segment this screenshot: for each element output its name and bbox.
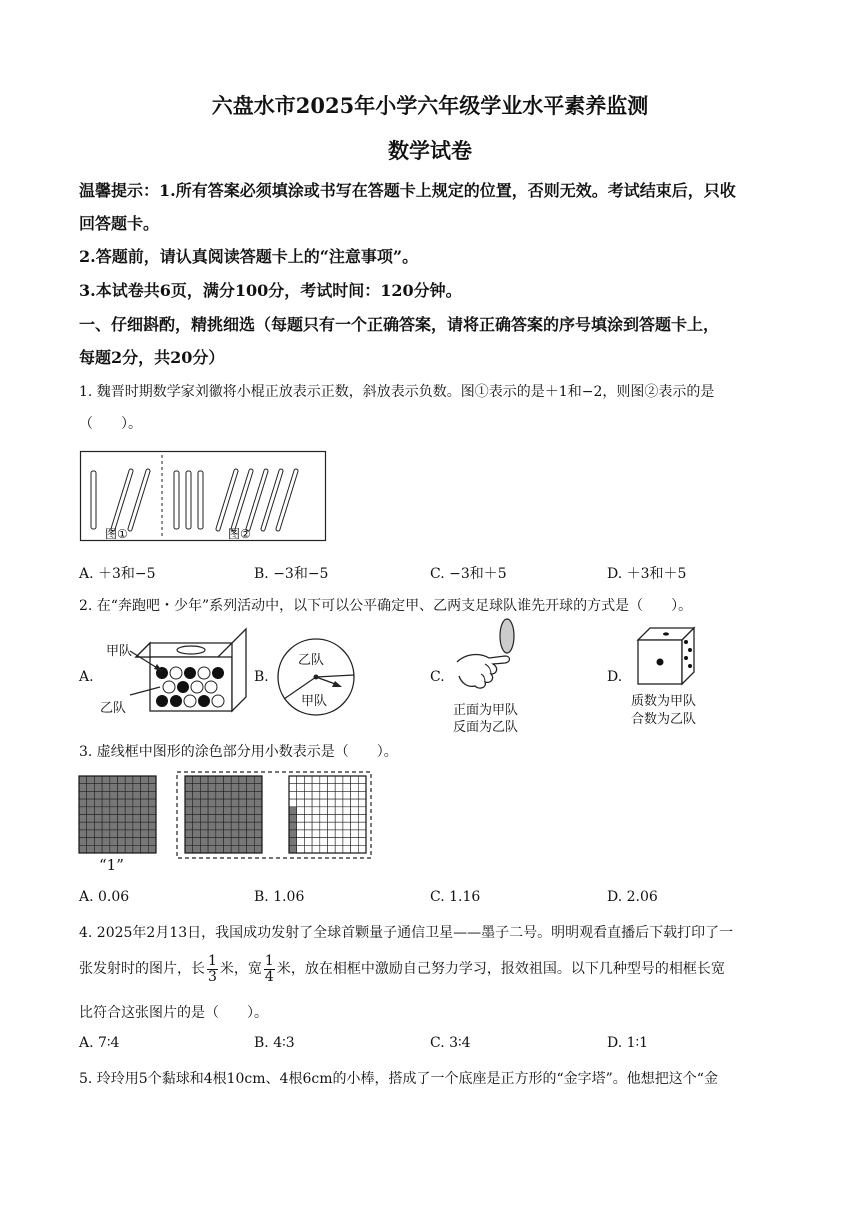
section-heading-line-2: 每题2分，共20分）: [79, 348, 225, 367]
q3-unit-grid: [79, 776, 156, 853]
q2-b-team2-label: 甲队: [301, 694, 328, 709]
q4-text-b: 米，宽: [219, 961, 262, 977]
q3-stem: 3. 虚线框中图形的涂色部分用小数表示是（ ）。: [79, 744, 398, 760]
page-subtitle: 数学试卷: [388, 138, 472, 163]
q2-a-team2-label: 乙队: [100, 701, 127, 716]
q3-unit-label: “1”: [99, 856, 124, 874]
q2-a-team1-label: 甲队: [106, 644, 133, 659]
q4-option-a: A. 7∶4: [79, 1035, 120, 1051]
q2-d-caption-1: 质数为甲队: [631, 694, 697, 709]
q3-partial-grid: [289, 776, 366, 853]
q4-text-a: 张发射时的图片，长: [79, 961, 205, 977]
q2-letter-d: D.: [607, 669, 623, 685]
q1-option-d: D. ＋3和＋5: [607, 566, 687, 582]
note-line-2: 2.答题前，请认真阅读答题卡上的“注意事项”。: [79, 247, 419, 266]
q3-full-grid: [185, 776, 262, 853]
q4-option-c: C. 3∶4: [430, 1035, 471, 1051]
q2-d-caption-2: 合数为乙队: [631, 712, 697, 727]
q4-length-fraction: [207, 954, 218, 985]
q4-stem-line-3: 比符合这张图片的是（ ）。: [79, 1005, 268, 1021]
q2-letter-a: A.: [79, 669, 94, 685]
q4-width-denominator: 4: [264, 968, 274, 985]
q4-width-fraction: [264, 954, 275, 985]
q4-stem-line-1: 4. 2025年2月13日，我国成功发射了全球首颗量子通信卫星——墨子二号。明明观看直播后下载打印了一: [79, 925, 734, 941]
q4-length-denominator: 3: [208, 968, 217, 985]
q1-option-c: C. −3和＋5: [430, 566, 507, 582]
q1-stem: 1. 魏晋时期数学家刘徽将小棍正放表示正数，斜放表示负数。图①表示的是＋1和−2，则图②表示的是: [79, 384, 715, 400]
q2-letter-b: B.: [254, 669, 269, 685]
q2-c-caption-2: 反面为乙队: [453, 720, 519, 735]
note-line-3: 3.本试卷共6页，满分100分，考试时间：120分钟。: [79, 281, 462, 300]
q4-text-c: 米，放在相框中激励自己努力学习，报效祖国。以下几种型号的相框长宽: [276, 961, 725, 977]
q3-option-a: A. 0.06: [79, 889, 130, 905]
section-heading-line-1: 一、仔细斟酌，精挑细选（每题只有一个正确答案，请将正确答案的序号填涂到答题卡上，: [79, 315, 720, 334]
q3-option-d: D. 2.06: [607, 889, 658, 905]
q2-letter-c: C.: [430, 669, 445, 685]
note-line-1: 温馨提示：1.所有答案必须填涂或书写在答题卡上规定的位置，否则无效。考试结束后，只收: [79, 181, 736, 200]
q2-stem: 2. 在“奔跑吧・少年”系列活动中，以下可以公平确定甲、乙两支足球队谁先开球的方式是（ ）。: [79, 598, 693, 614]
q1-stem-paren: （ ）。: [79, 416, 142, 432]
q4-width-numerator: 1: [264, 952, 274, 969]
q5-stem: 5. 玲玲用5个黏球和4根10cm、4根6cm的小棒，搭成了一个底座是正方形的“金字塔”。他想把这个“金: [79, 1071, 718, 1087]
note-line-1b: 回答题卡。: [79, 214, 160, 233]
q4-option-b: B. 4∶3: [254, 1035, 295, 1051]
q1-fig1-label: 图①: [105, 527, 128, 541]
q2-c-caption-1: 正面为甲队: [453, 703, 519, 718]
q1-option-a: A. ＋3和−5: [79, 566, 156, 582]
q1-option-b: B. −3和−5: [254, 566, 329, 582]
page-title: 六盘水市2025年小学六年级学业水平素养监测: [211, 93, 649, 118]
q4-option-d: D. 1∶1: [607, 1035, 649, 1051]
q4-length-numerator: 1: [208, 952, 217, 969]
q3-option-c: C. 1.16: [430, 889, 481, 905]
q4-stem-line-2: [79, 952, 725, 986]
q3-option-b: B. 1.06: [254, 889, 305, 905]
q2-b-team1-label: 乙队: [298, 653, 325, 668]
q1-fig2-label: 图②: [228, 527, 251, 541]
